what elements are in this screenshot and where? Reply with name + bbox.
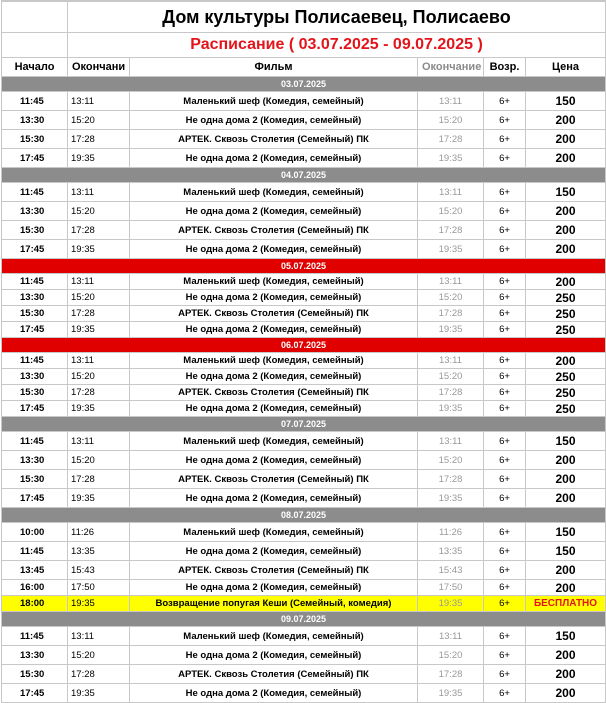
session-row (2, 240, 606, 259)
date-label: 05.07.2025 (2, 259, 606, 274)
session-film-title: Маленький шеф (Комедия, семейный) (130, 183, 418, 202)
session-start-time: 15:30 (2, 306, 68, 322)
session-end-time: 17:28 (68, 221, 130, 240)
session-row (2, 432, 606, 451)
session-price: 200 (526, 470, 606, 489)
session-start-time: 15:30 (2, 221, 68, 240)
date-label: 06.07.2025 (2, 338, 606, 353)
session-end-time-duplicate: 13:35 (418, 542, 484, 561)
session-age-rating: 6+ (484, 561, 526, 580)
session-start-time: 17:45 (2, 322, 68, 338)
session-price: 150 (526, 92, 606, 111)
column-start: Начало (2, 58, 68, 77)
session-row (2, 451, 606, 470)
session-film-title: Не одна дома 2 (Комедия, семейный) (130, 489, 418, 508)
session-price: 250 (526, 369, 606, 385)
session-price: 200 (526, 130, 606, 149)
session-price: 150 (526, 542, 606, 561)
session-film-title: Не одна дома 2 (Комедия, семейный) (130, 369, 418, 385)
session-start-time: 11:45 (2, 274, 68, 290)
session-film-title: Не одна дома 2 (Комедия, семейный) (130, 202, 418, 221)
date-row (2, 259, 606, 274)
session-end-time-duplicate: 13:11 (418, 183, 484, 202)
session-film-title: АРТЕК. Сквозь Столетия (Семейный) ПК (130, 221, 418, 240)
session-end-time-duplicate: 19:35 (418, 322, 484, 338)
session-start-time: 13:30 (2, 290, 68, 306)
session-film-title: Не одна дома 2 (Комедия, семейный) (130, 580, 418, 596)
session-age-rating: 6+ (484, 306, 526, 322)
session-row (2, 130, 606, 149)
session-end-time-duplicate: 19:35 (418, 149, 484, 168)
session-start-time: 13:30 (2, 111, 68, 130)
column-end-duplicate: Окончание (418, 58, 484, 77)
session-end-time: 11:26 (68, 523, 130, 542)
session-start-time: 15:30 (2, 130, 68, 149)
session-age-rating: 6+ (484, 646, 526, 665)
session-row (2, 385, 606, 401)
session-end-time: 15:20 (68, 646, 130, 665)
session-start-time: 11:45 (2, 92, 68, 111)
session-price: 200 (526, 451, 606, 470)
session-price: 250 (526, 306, 606, 322)
session-row (2, 369, 606, 385)
session-price: 200 (526, 111, 606, 130)
session-end-time: 15:20 (68, 202, 130, 221)
session-row (2, 274, 606, 290)
session-age-rating: 6+ (484, 183, 526, 202)
session-end-time: 19:35 (68, 322, 130, 338)
session-start-time: 11:45 (2, 542, 68, 561)
session-price: 250 (526, 385, 606, 401)
session-end-time-duplicate: 17:28 (418, 385, 484, 401)
session-row (2, 183, 606, 202)
session-price: БЕСПЛАТНО (526, 596, 606, 612)
cinema-title: Дом культуры Полисаевец, Полисаево (68, 1, 606, 33)
session-film-title: АРТЕК. Сквозь Столетия (Семейный) ПК (130, 385, 418, 401)
session-start-time: 15:30 (2, 385, 68, 401)
session-age-rating: 6+ (484, 111, 526, 130)
session-start-time: 13:30 (2, 202, 68, 221)
session-end-time: 19:35 (68, 489, 130, 508)
session-end-time-duplicate: 17:28 (418, 665, 484, 684)
session-age-rating: 6+ (484, 149, 526, 168)
session-end-time: 19:35 (68, 596, 130, 612)
session-price: 200 (526, 580, 606, 596)
session-end-time: 13:11 (68, 274, 130, 290)
session-row (2, 665, 606, 684)
session-end-time: 15:20 (68, 111, 130, 130)
session-age-rating: 6+ (484, 369, 526, 385)
session-end-time-duplicate: 19:35 (418, 401, 484, 417)
session-price: 200 (526, 665, 606, 684)
session-price: 200 (526, 561, 606, 580)
column-price: Цена (526, 58, 606, 77)
session-row (2, 561, 606, 580)
session-film-title: Не одна дома 2 (Комедия, семейный) (130, 684, 418, 703)
session-end-time: 15:20 (68, 451, 130, 470)
date-row (2, 338, 606, 353)
session-end-time-duplicate: 13:11 (418, 432, 484, 451)
session-start-time: 17:45 (2, 149, 68, 168)
session-age-rating: 6+ (484, 542, 526, 561)
session-age-rating: 6+ (484, 385, 526, 401)
session-row (2, 470, 606, 489)
session-end-time-duplicate: 19:35 (418, 596, 484, 612)
session-end-time: 13:11 (68, 627, 130, 646)
session-row (2, 627, 606, 646)
session-row (2, 542, 606, 561)
session-film-title: Не одна дома 2 (Комедия, семейный) (130, 542, 418, 561)
session-row (2, 596, 606, 612)
session-age-rating: 6+ (484, 240, 526, 259)
session-age-rating: 6+ (484, 580, 526, 596)
session-age-rating: 6+ (484, 290, 526, 306)
session-film-title: Не одна дома 2 (Комедия, семейный) (130, 322, 418, 338)
session-row (2, 221, 606, 240)
session-start-time: 10:00 (2, 523, 68, 542)
session-start-time: 17:45 (2, 401, 68, 417)
session-age-rating: 6+ (484, 627, 526, 646)
session-price: 200 (526, 489, 606, 508)
session-row (2, 306, 606, 322)
session-film-title: Не одна дома 2 (Комедия, семейный) (130, 451, 418, 470)
session-end-time-duplicate: 17:28 (418, 306, 484, 322)
session-price: 200 (526, 353, 606, 369)
session-row (2, 401, 606, 417)
session-end-time-duplicate: 17:28 (418, 470, 484, 489)
session-age-rating: 6+ (484, 221, 526, 240)
date-label: 07.07.2025 (2, 417, 606, 432)
session-price: 250 (526, 322, 606, 338)
session-age-rating: 6+ (484, 470, 526, 489)
session-end-time: 13:11 (68, 92, 130, 111)
session-end-time-duplicate: 15:43 (418, 561, 484, 580)
session-film-title: Маленький шеф (Комедия, семейный) (130, 523, 418, 542)
session-film-title: АРТЕК. Сквозь Столетия (Семейный) ПК (130, 306, 418, 322)
session-end-time: 17:28 (68, 130, 130, 149)
session-end-time: 13:11 (68, 353, 130, 369)
session-film-title: Маленький шеф (Комедия, семейный) (130, 274, 418, 290)
session-price: 200 (526, 646, 606, 665)
session-age-rating: 6+ (484, 523, 526, 542)
session-end-time: 15:20 (68, 290, 130, 306)
session-end-time: 19:35 (68, 240, 130, 259)
session-row (2, 646, 606, 665)
session-age-rating: 6+ (484, 130, 526, 149)
session-start-time: 13:30 (2, 451, 68, 470)
session-end-time-duplicate: 19:35 (418, 489, 484, 508)
session-film-title: Маленький шеф (Комедия, семейный) (130, 432, 418, 451)
schedule-table (1, 0, 606, 703)
session-end-time-duplicate: 17:28 (418, 130, 484, 149)
session-end-time: 19:35 (68, 149, 130, 168)
session-price: 150 (526, 523, 606, 542)
session-start-time: 13:30 (2, 646, 68, 665)
session-end-time-duplicate: 11:26 (418, 523, 484, 542)
session-start-time: 13:30 (2, 369, 68, 385)
session-start-time: 17:45 (2, 684, 68, 703)
session-end-time-duplicate: 15:20 (418, 646, 484, 665)
session-start-time: 15:30 (2, 665, 68, 684)
session-end-time-duplicate: 13:11 (418, 92, 484, 111)
session-film-title: АРТЕК. Сквозь Столетия (Семейный) ПК (130, 561, 418, 580)
column-film: Фильм (130, 58, 418, 77)
schedule-period: Расписание ( 03.07.2025 - 09.07.2025 ) (68, 33, 606, 58)
session-end-time: 19:35 (68, 401, 130, 417)
date-label: 09.07.2025 (2, 612, 606, 627)
session-age-rating: 6+ (484, 432, 526, 451)
session-row (2, 322, 606, 338)
date-label: 03.07.2025 (2, 77, 606, 92)
session-end-time-duplicate: 15:20 (418, 111, 484, 130)
session-end-time-duplicate: 17:28 (418, 221, 484, 240)
session-end-time: 19:35 (68, 684, 130, 703)
session-start-time: 17:45 (2, 489, 68, 508)
session-end-time-duplicate: 15:20 (418, 202, 484, 221)
session-end-time-duplicate: 13:11 (418, 353, 484, 369)
session-end-time-duplicate: 15:20 (418, 369, 484, 385)
session-film-title: Возвращение попугая Кеши (Семейный, комедия) (130, 596, 418, 612)
session-end-time: 17:28 (68, 470, 130, 489)
session-start-time: 11:45 (2, 432, 68, 451)
session-start-time: 17:45 (2, 240, 68, 259)
session-price: 200 (526, 149, 606, 168)
column-end: Окончани (68, 58, 130, 77)
session-price: 150 (526, 627, 606, 646)
session-end-time-duplicate: 19:35 (418, 684, 484, 703)
session-row (2, 111, 606, 130)
session-row (2, 489, 606, 508)
date-label: 08.07.2025 (2, 508, 606, 523)
session-end-time-duplicate: 19:35 (418, 240, 484, 259)
session-row (2, 523, 606, 542)
date-row (2, 508, 606, 523)
session-price: 150 (526, 183, 606, 202)
session-row (2, 290, 606, 306)
session-film-title: АРТЕК. Сквозь Столетия (Семейный) ПК (130, 130, 418, 149)
column-age: Возр. (484, 58, 526, 77)
session-price: 200 (526, 684, 606, 703)
session-end-time: 17:28 (68, 665, 130, 684)
session-end-time: 17:28 (68, 306, 130, 322)
session-age-rating: 6+ (484, 665, 526, 684)
session-row (2, 684, 606, 703)
session-end-time: 15:43 (68, 561, 130, 580)
session-price: 200 (526, 202, 606, 221)
session-start-time: 18:00 (2, 596, 68, 612)
session-film-title: Не одна дома 2 (Комедия, семейный) (130, 646, 418, 665)
session-film-title: Не одна дома 2 (Комедия, семейный) (130, 401, 418, 417)
session-age-rating: 6+ (484, 353, 526, 369)
date-row (2, 612, 606, 627)
session-film-title: Не одна дома 2 (Комедия, семейный) (130, 149, 418, 168)
session-start-time: 13:45 (2, 561, 68, 580)
date-row (2, 417, 606, 432)
session-age-rating: 6+ (484, 322, 526, 338)
session-age-rating: 6+ (484, 274, 526, 290)
session-end-time: 17:50 (68, 580, 130, 596)
session-price: 200 (526, 274, 606, 290)
session-end-time: 15:20 (68, 369, 130, 385)
session-end-time: 17:28 (68, 385, 130, 401)
session-row (2, 149, 606, 168)
session-end-time: 13:11 (68, 432, 130, 451)
session-end-time-duplicate: 15:20 (418, 290, 484, 306)
session-start-time: 15:30 (2, 470, 68, 489)
session-film-title: Не одна дома 2 (Комедия, семейный) (130, 240, 418, 259)
date-row (2, 77, 606, 92)
session-start-time: 11:45 (2, 353, 68, 369)
session-start-time: 11:45 (2, 627, 68, 646)
session-price: 250 (526, 401, 606, 417)
session-price: 200 (526, 221, 606, 240)
session-film-title: Не одна дома 2 (Комедия, семейный) (130, 111, 418, 130)
session-film-title: Маленький шеф (Комедия, семейный) (130, 92, 418, 111)
date-label: 04.07.2025 (2, 168, 606, 183)
session-row (2, 580, 606, 596)
session-row (2, 353, 606, 369)
session-price: 200 (526, 240, 606, 259)
session-age-rating: 6+ (484, 401, 526, 417)
session-age-rating: 6+ (484, 684, 526, 703)
session-age-rating: 6+ (484, 489, 526, 508)
session-price: 250 (526, 290, 606, 306)
session-start-time: 16:00 (2, 580, 68, 596)
session-end-time-duplicate: 17:50 (418, 580, 484, 596)
session-film-title: АРТЕК. Сквозь Столетия (Семейный) ПК (130, 665, 418, 684)
session-start-time: 11:45 (2, 183, 68, 202)
session-row (2, 92, 606, 111)
session-film-title: Маленький шеф (Комедия, семейный) (130, 353, 418, 369)
session-row (2, 202, 606, 221)
session-age-rating: 6+ (484, 596, 526, 612)
session-end-time-duplicate: 13:11 (418, 627, 484, 646)
date-row (2, 168, 606, 183)
session-age-rating: 6+ (484, 202, 526, 221)
session-age-rating: 6+ (484, 92, 526, 111)
session-price: 150 (526, 432, 606, 451)
session-film-title: Маленький шеф (Комедия, семейный) (130, 627, 418, 646)
session-film-title: Не одна дома 2 (Комедия, семейный) (130, 290, 418, 306)
session-age-rating: 6+ (484, 451, 526, 470)
session-film-title: АРТЕК. Сквозь Столетия (Семейный) ПК (130, 470, 418, 489)
session-end-time: 13:35 (68, 542, 130, 561)
session-end-time-duplicate: 13:11 (418, 274, 484, 290)
session-end-time: 13:11 (68, 183, 130, 202)
session-end-time-duplicate: 15:20 (418, 451, 484, 470)
